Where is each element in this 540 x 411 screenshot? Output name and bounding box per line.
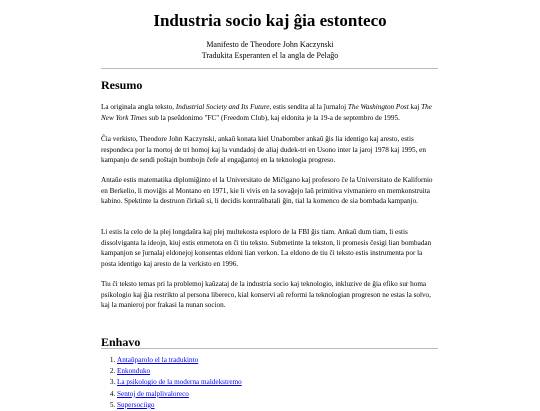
text-span: , estis sendita al la ĵurnaloj [269, 103, 348, 111]
resumo-paragraph-4: Li estis la celo de la plej longdaŭra kaj plej multekosta esploro de la FBI ĝis tiam. Ankaŭ dum tiam, li estis dissolviganta la ideojn, kiuj estis enmetota en ĉi tiu teksto. Submetinte la tekston, li promesis ĉesigi lian bombadan kampanjon se ĵurnalaj eldonejoj konsentas eldoni lian verkon. La eldono de tiu ĉi teksto estis instrumenta por la posta identigo kaj aresto de la verkisto en 1996. [101, 228, 432, 268]
text-span: La originala angla teksto, [101, 103, 176, 111]
newspaper-title: The New York Times [101, 103, 432, 122]
toc-link[interactable]: Supersociigo [117, 400, 155, 409]
resumo-paragraph-3: Antaŭe estis matematika diplomiĝinto el la Universitato de Miĉigano kaj profesoro ĉe la Universitato de Kalifornio en Berkelio, li moviĝis al Montano en 1971, kie li vivis en la sovaĝejo laŭ primitiva vivmaniero en memkonstruita kabino. Spektinte la destruon ĉirkaŭ si, li decidis kontraŭbatali ĝin, tial la komenco de sia bombada kampanjo. [101, 176, 433, 206]
newspaper-title: The Washington Post [347, 103, 409, 111]
text-span: kaj [408, 103, 422, 111]
divider [101, 68, 438, 69]
table-of-contents [101, 355, 242, 411]
translator-line: Tradukita Esperanten el la angla de Pelaĝo [201, 51, 339, 60]
book-title: Industrial Society and Its Future [175, 103, 270, 111]
toc-link[interactable]: Sentoj de malplivaloreco [117, 389, 189, 398]
enhavo-heading: Enhavo [101, 335, 141, 349]
toc-item [117, 355, 242, 366]
resumo-paragraph-1 [101, 102, 438, 123]
resumo-paragraph-5: Tiu ĉi teksto temas pri la problemoj kaŭzataj de la industria socio kaj teknologio, inkluzive de ĝia efiko sur homa psikologio kaj ĝia restrikto al persona libereco, kial konservi aŭ reformi la teknologian progreson ne estas la solvo, kaj la manieroj por frakasi la nunan socion. [101, 280, 431, 310]
divider [101, 348, 438, 349]
toc-link[interactable]: Enkonduko [117, 367, 151, 376]
toc-item [117, 389, 242, 400]
text-span: sub la pseŭdonimo "FC" (Freedom Club), kaj eldonita je la 19-a de septembro de 1995. [147, 113, 400, 122]
toc-item [117, 366, 242, 377]
page-title: Industria socio kaj ĝia estonteco [153, 11, 387, 30]
toc-item [117, 377, 242, 388]
toc-item [117, 400, 242, 411]
author-line: Manifesto de Theodore John Kaczynski [206, 40, 334, 49]
resumo-paragraph-2: Ĉia verkisto, Theodore John Kaczynski, ankaŭ konata kiel Unabomber ankaŭ ĝis lia identigo kaj aresto, estis respondeca por la mortoj de tri homoj kaj la vundadoj de aliaj dudek-tri en Usono inter la jaroj 1978 kaj 1995, en kampanjo de sendi poŝtajn bombojn ĉefe al engaĝantoj en la teknologia progreso. [101, 135, 426, 165]
toc-link[interactable]: La psikologio de la moderna maldekstremo [117, 378, 242, 387]
resumo-heading: Resumo [101, 78, 143, 92]
toc-link[interactable]: Antaŭparolo el la tradukinto [117, 356, 199, 364]
